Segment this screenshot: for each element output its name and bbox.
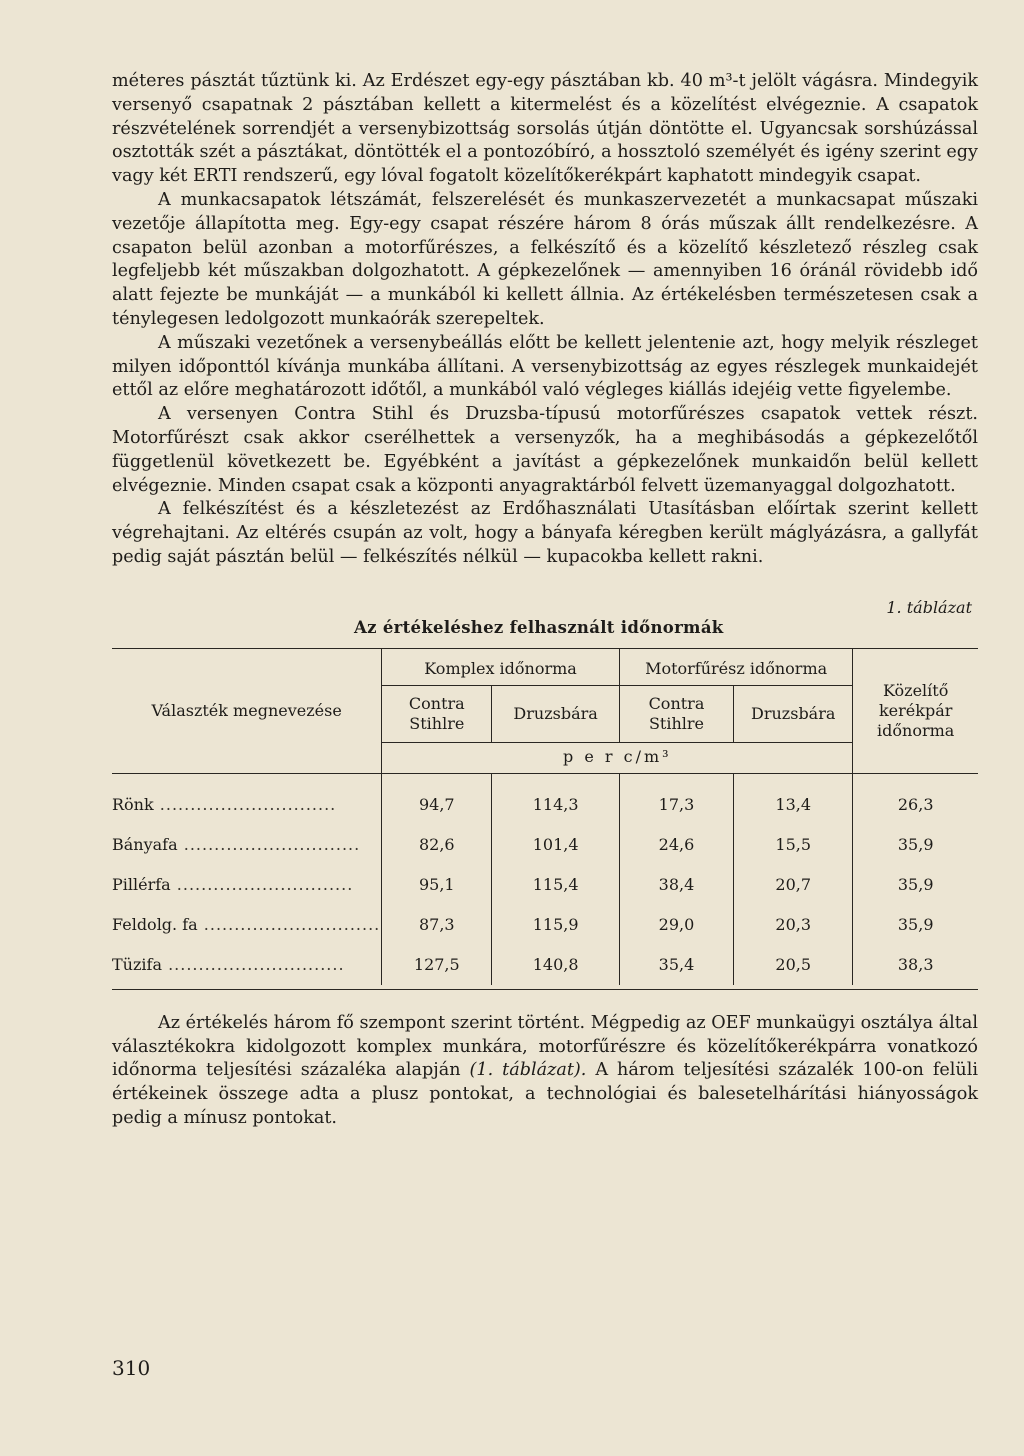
paragraph-3: A műszaki vezetőnek a versenybeállás előtt be kellett jelentenie azt, hogy melyik részleget milyen időponttól kívánja munkába állítani. A versenybizottság az egyes részlegek munkaidejét ettől az előre meghatározott időtől, a munkából való végleges kiállás idejéig vette figyelembe. — [112, 332, 978, 401]
paragraph-4: A versenyen Contra Stihl és Druzsba-típusú motorfűrészes csapatok vettek részt. Motorfűrészt csak akkor cserélhettek a versenyzők, ha a meghibásodás a gépkezelőtől függetlenül következett be. Egyébként a javítást a gépkezelőnek munkaidőn belül kellett elvégeznie. Minden csapat csak a központi anyagraktárból felvett üzemanyaggal dolgozhatott. — [112, 404, 978, 496]
cell-saw-druzsba: 20,5 — [734, 945, 853, 985]
table-row: Feldolg. fa ............................. 87,3 115,9 29,0 20,3 35,9 — [112, 905, 978, 945]
cell-tractor: 35,9 — [853, 905, 978, 945]
cell-saw-contra: 17,3 — [619, 774, 733, 825]
cell-tractor: 35,9 — [853, 825, 978, 865]
cell-complex-contra: 127,5 — [382, 945, 492, 985]
table-body — [112, 774, 978, 990]
closing-table-reference: (1. táblázat). — [469, 1060, 587, 1081]
cell-complex-druzsba: 114,3 — [492, 774, 620, 825]
cell-saw-contra: 24,6 — [619, 825, 733, 865]
header-saw-druzsba: Druzsbára — [734, 685, 853, 742]
cell-saw-contra: 29,0 — [619, 905, 733, 945]
page-content — [112, 70, 978, 1131]
row-label: Rönk — [112, 795, 154, 815]
row-label: Pillérfa — [112, 875, 171, 895]
table-row: Bányafa ............................. 82,6 101,4 24,6 15,5 35,9 — [112, 825, 978, 865]
closing-text-before: Az értékelés három fő szempont szerint történt. Mégpedig az OEF munkaügyi osztálya által választékokra kidolgozott komplex munkára, motorfűrészre és közelítőkerékpárra vonatkozó időnorma teljesítési százaléka alapján — [112, 1012, 978, 1081]
table-title: Az értékeléshez felhasznált időnormák — [354, 617, 724, 637]
table-row: Tüzifa ............................. 127,5 140,8 35,4 20,5 38,3 — [112, 945, 978, 985]
row-label: Tüzifa — [112, 955, 162, 975]
header-saw-norm: Motorfűrész időnorma — [619, 648, 853, 685]
cell-complex-druzsba: 115,4 — [492, 865, 620, 905]
cell-saw-druzsba: 15,5 — [734, 825, 853, 865]
table-row: Rönk ............................. 94,7 114,3 17,3 13,4 26,3 — [112, 774, 978, 825]
header-saw-contra: Contra Stihlre — [619, 685, 733, 742]
closing-text-after: A három teljesítési százalék 100-on felüli értékeinek összege adta a plusz pontokat, a technológiai és balesetelhárítási hiányosságok pedig a mínusz pontokat. — [112, 1060, 978, 1128]
paragraph-1: méteres pásztát tűztünk ki. Az Erdészet egy-egy pásztában kb. 40 m³-t jelölt vágásra. Mindegyik versenyő csapatnak 2 pásztában kellett a kitermelést és a közelítést elvégeznie. A csapatok részvételének sorrendjét a versenybizottság sorsolás útján döntötte el. Ugyancsak sorshúzással osztották szét a pásztákat, döntötték el a pontozóbíró, a hossztoló személyét és igény szerint egy vagy két ERTI rendszerű, egy lóval fogatolt közelítőkerékpárt kaphatott mindegyik csapat. — [112, 71, 978, 187]
closing-paragraph — [112, 1012, 978, 1131]
cell-tractor: 26,3 — [853, 774, 978, 825]
cell-complex-druzsba: 140,8 — [492, 945, 620, 985]
table-caption — [112, 598, 978, 642]
paragraph-2: A munkacsapatok létszámát, felszerelését és munkaszervezetét a munkacsapat műszaki vezetője állapította meg. Egy-egy csapat részére három 8 órás műszak állt rendelkezésre. A csapaton belül azonban a motorfűrészes, a felkészítő és a közelítő készletező részleg csak legfeljebb két műszakban dolgozhatott. A gépkezelőnek — amennyiben 16 óránál rövidebb idő alatt fejezte be munkáját — a munkából ki kellett állnia. Az értékelésben természetesen csak a ténylegesen ledolgozott munkaórák szerepeltek. — [112, 189, 978, 329]
header-tractor-norm: Közelítő kerékpár időnorma — [853, 648, 978, 773]
cell-tractor: 38,3 — [853, 945, 978, 985]
header-complex-druzsba: Druzsbára — [492, 685, 620, 742]
cell-complex-druzsba: 101,4 — [492, 825, 620, 865]
unit-label: p e r c/m³ — [382, 742, 853, 773]
cell-saw-druzsba: 13,4 — [734, 774, 853, 825]
cell-saw-druzsba: 20,7 — [734, 865, 853, 905]
time-norm-table — [112, 648, 978, 990]
cell-complex-druzsba: 115,9 — [492, 905, 620, 945]
row-label: Bányafa — [112, 835, 178, 855]
cell-complex-contra: 95,1 — [382, 865, 492, 905]
cell-saw-contra: 38,4 — [619, 865, 733, 905]
paragraph-5: A felkészítést és a készletezést az Erdőhasználati Utasításban előírtak szerint kellett végrehajtani. Az eltérés csupán az volt, hogy a bányafa kéregben került máglyázásra, a gallyfát pedig saját pásztán belül — felkészítés nélkül — kupacokba kellett rakni. — [112, 499, 978, 567]
cell-complex-contra: 82,6 — [382, 825, 492, 865]
header-complex-contra: Contra Stihlre — [382, 685, 492, 742]
header-complex-norm: Komplex időnorma — [382, 648, 620, 685]
cell-complex-contra: 94,7 — [382, 774, 492, 825]
cell-complex-contra: 87,3 — [382, 905, 492, 945]
table-row: Pillérfa ............................. 95,1 115,4 38,4 20,7 35,9 — [112, 865, 978, 905]
header-assortment: Választék megnevezése — [112, 648, 382, 773]
cell-saw-contra: 35,4 — [619, 945, 733, 985]
row-label: Feldolg. fa — [112, 915, 198, 935]
cell-saw-druzsba: 20,3 — [734, 905, 853, 945]
table-number: 1. táblázat — [886, 597, 972, 617]
cell-tractor: 35,9 — [853, 865, 978, 905]
page-number: 310 — [112, 1356, 151, 1380]
